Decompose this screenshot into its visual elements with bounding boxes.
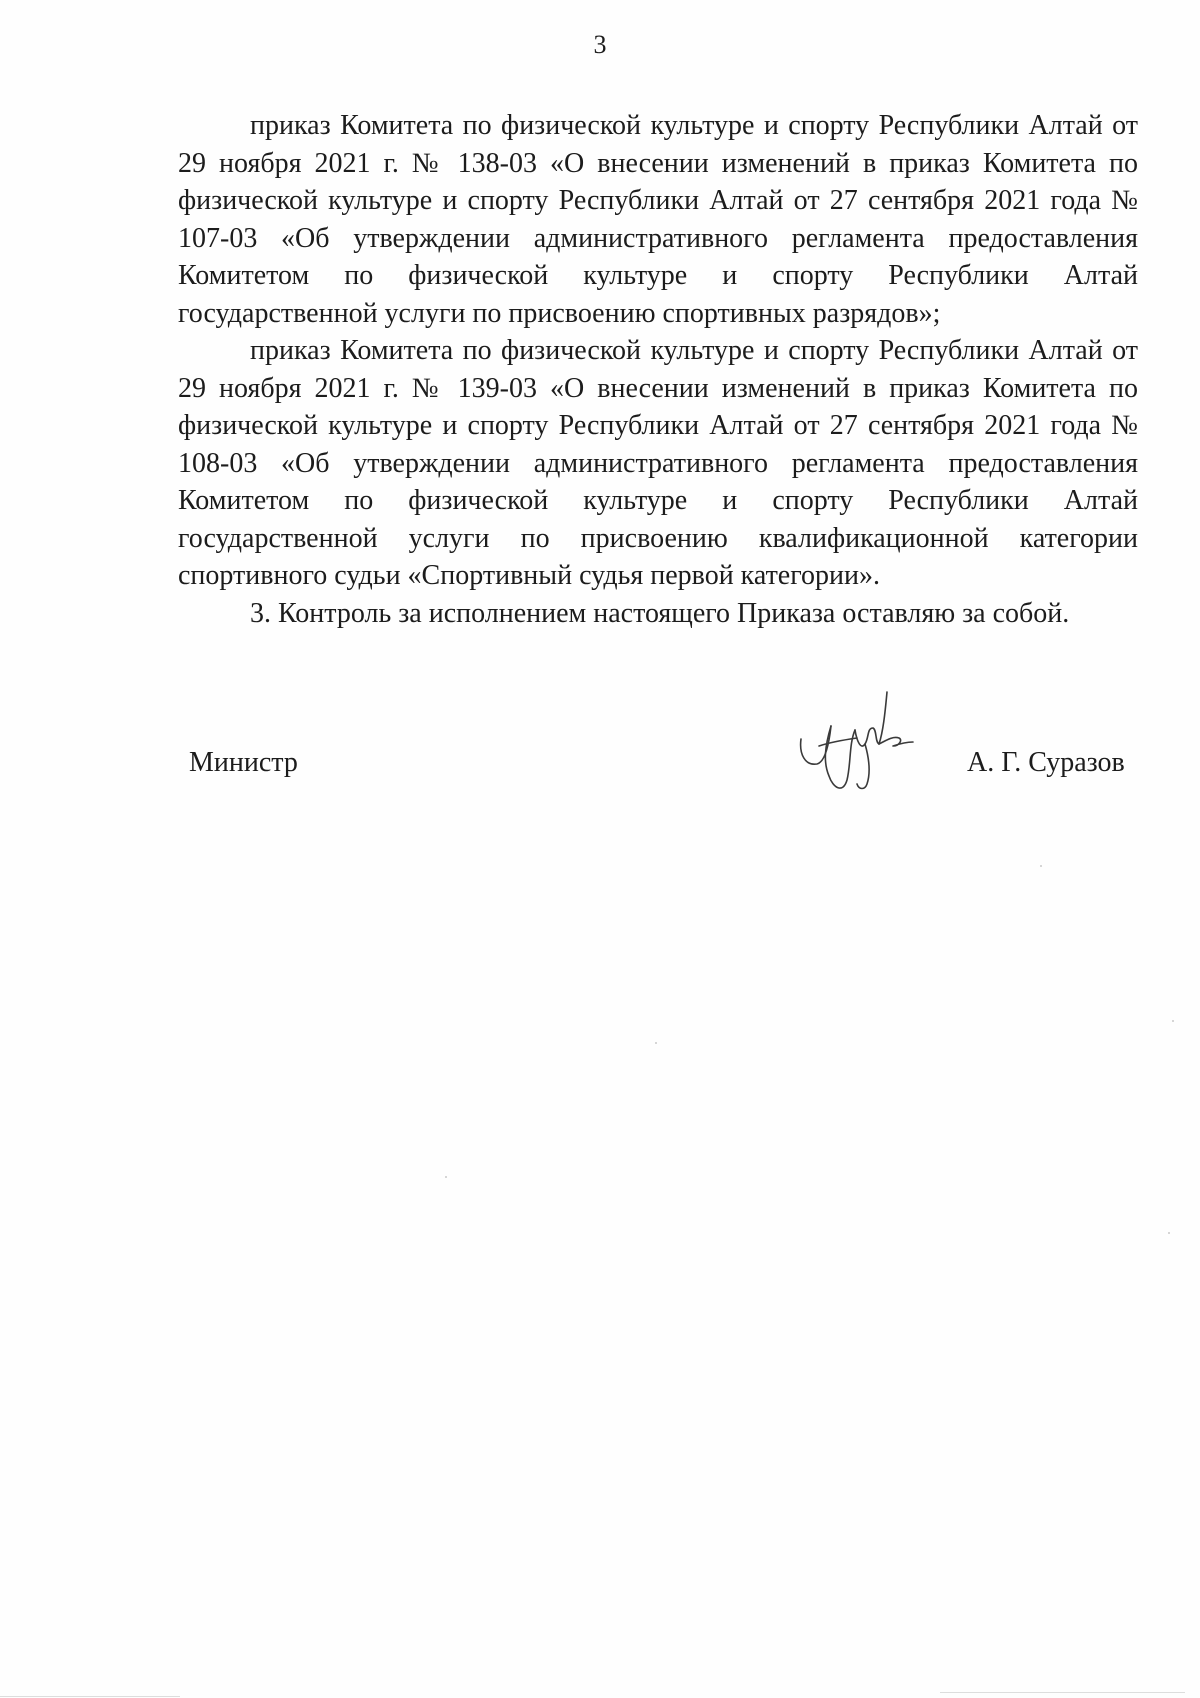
scan-edge-line	[940, 1692, 1185, 1693]
paragraph-control-clause: 3. Контроль за исполнением настоящего Приказа оставляю за собой.	[250, 597, 1070, 629]
signatory-name: А. Г. Суразов	[967, 747, 1125, 778]
paragraph-order-138: приказ Комитета по физической культуре и спорту Республики Алтай от 29 ноября 2021 г. № 138-03 «О внесении изменений в приказ Комитета по физической культуре и спорту Республики Алтай от 27 сентября 2021 года № 107-03 «Об утверждении административного регламента предоставления Комитетом по физической культуре и спорту Республики Алтай государственной услуги по присвоению спортивных разрядов»;	[178, 110, 1138, 329]
scan-speck	[1168, 1232, 1170, 1234]
scan-speck	[655, 1042, 657, 1044]
scan-speck	[1040, 865, 1042, 867]
paragraph-order-139: приказ Комитета по физической культуре и спорту Республики Алтай от 29 ноября 2021 г. № 139-03 «О внесении изменений в приказ Комитета по физической культуре и спорту Республики Алтай от 27 сентября 2021 года № 108-03 «Об утверждении административного регламента предоставления Комитетом по физической культуре и спорту Республики Алтай государственной услуги по присвоению квалификационной категории спортивного судьи «Спортивный судья первой категории».	[178, 335, 1138, 591]
scan-speck	[445, 1176, 447, 1178]
handwritten-signature	[795, 684, 925, 804]
page-number: 3	[593, 30, 607, 59]
document-body	[178, 107, 1138, 632]
scan-speck	[1172, 1020, 1174, 1022]
signatory-title: Министр	[189, 747, 298, 778]
scan-edge-line	[0, 1696, 180, 1697]
